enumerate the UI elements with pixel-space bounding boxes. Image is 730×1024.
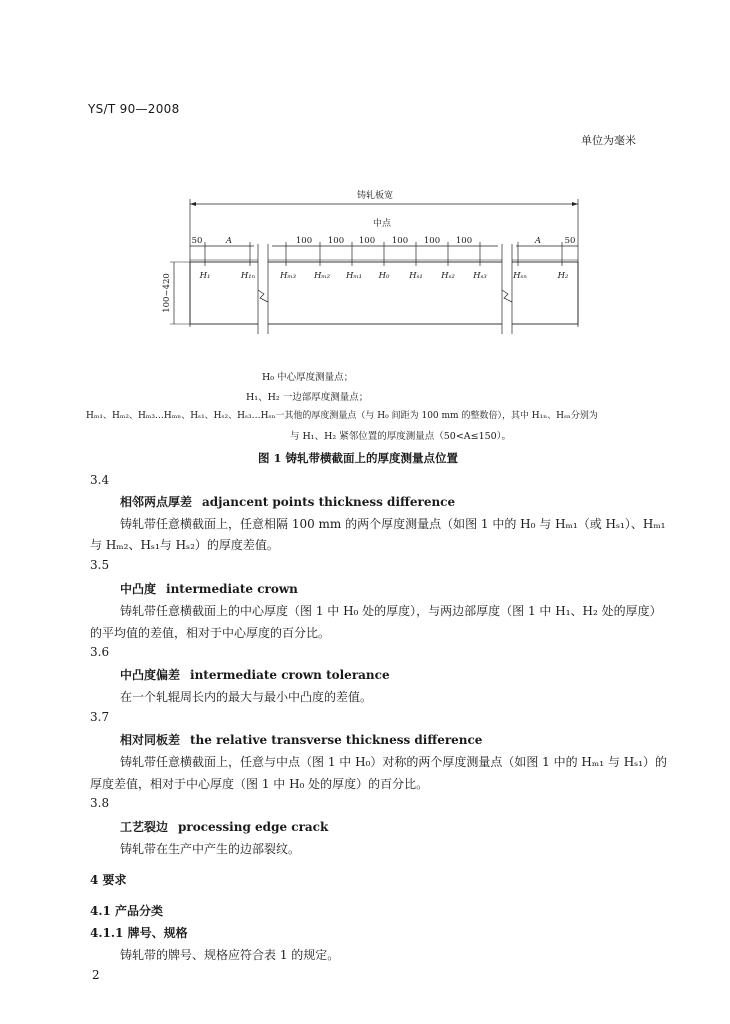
dim-100: 100 <box>295 236 313 246</box>
term-cn: 中凸度偏差 <box>120 668 181 682</box>
term-heading <box>120 493 455 510</box>
definition-text: 与 Hₘ₂、Hₛ₁与 Hₛ₂）的厚度差值。 <box>90 538 279 552</box>
definition-text: 铸轧带在生产中产生的边部裂纹。 <box>120 842 301 856</box>
subsubsection-heading: 4.1.1 牌号、规格 <box>90 926 188 940</box>
term-en: intermediate crown <box>166 582 298 596</box>
subsection-heading: 4.1 产品分类 <box>90 904 164 918</box>
section-heading: 4 要求 <box>90 873 127 887</box>
definition-text: 铸轧带任意横截面上，任意与中点（图 1 中 H₀）对称的两个厚度测量点（如图 1 中的 Hₘ₁ 与 Hₛ₁）的 <box>120 755 668 769</box>
clause-number: 3.7 <box>90 710 110 724</box>
definition-text: 在一个轧辊周长内的最大与最小中凸度的差值。 <box>120 690 373 704</box>
dim-50-right: 50 <box>564 236 576 246</box>
break-gap-left <box>258 244 268 334</box>
dim-100: 100 <box>423 236 441 246</box>
arrow-left <box>190 202 196 206</box>
term-en: processing edge crack <box>178 820 329 834</box>
point-label: H₁ <box>199 271 211 281</box>
clause-number: 3.6 <box>90 645 110 659</box>
point-label: Hₘ₁ <box>345 271 363 281</box>
document-id: YS/T 90—2008 <box>88 102 180 116</box>
term-cn: 工艺裂边 <box>120 820 169 834</box>
dim-a-left: A <box>225 236 233 246</box>
term-heading <box>120 818 328 835</box>
point-label: Hₛ₂ <box>441 271 455 281</box>
term-en: intermediate crown tolerance <box>190 668 390 682</box>
clause-number: 3.5 <box>90 558 110 572</box>
figure-caption: 图 1 铸轧带横截面上的厚度测量点位置 <box>258 451 459 465</box>
clause-number: 3.8 <box>90 796 110 810</box>
term-heading <box>120 731 482 748</box>
break-gap-right <box>502 244 512 334</box>
point-label: Hₛ₁ <box>409 271 423 281</box>
legend-line: Hₘ₁、Hₘ₂、Hₘ₃…Hₘₙ、Hₛ₁、Hₛ₂、Hₛ₃…Hₛₙ一其他的厚度测量点（与 H₀ 间距为 100 mm 的整数倍），其中 H₁ₙ、Hₛₙ分别为 <box>86 411 598 421</box>
point-label: Hₛₙ <box>513 271 527 281</box>
point-label: H₁ₙ <box>240 271 256 281</box>
term-cn: 中凸度 <box>120 582 157 596</box>
term-heading <box>120 580 298 597</box>
height-label: 100~420 <box>162 273 172 313</box>
dim-50-left: 50 <box>191 236 203 246</box>
legend-line: H₀ 中心厚度测量点； <box>262 372 354 383</box>
unit-note: 单位为毫米 <box>581 134 636 147</box>
point-label: H₂ <box>557 271 569 281</box>
arrow-right <box>572 202 578 206</box>
point-label: Hₘ₃ <box>279 271 297 281</box>
term-heading <box>120 666 390 683</box>
point-label: H₀ <box>378 271 390 281</box>
definition-text: 铸轧带任意横截面上，任意相隔 100 mm 的两个厚度测量点（如图 1 中的 H₀ 与 Hₘ₁（或 Hₛ₁）、Hₘ₁ <box>120 517 666 531</box>
point-label: Hₛ₃ <box>473 271 487 281</box>
term-cn: 相邻两点厚差 <box>120 495 193 509</box>
definition-text: 铸轧带任意横截面上的中心厚度（图 1 中 H₀ 处的厚度），与两边部厚度（图 1 中 H₁、H₂ 处的厚度） <box>120 604 662 618</box>
legend-line: H₁、H₂ 一边部厚度测量点； <box>246 392 369 403</box>
dim-a-right: A <box>534 236 542 246</box>
page-number: 2 <box>92 968 100 982</box>
clause-number: 3.4 <box>90 473 110 487</box>
point-label: Hₘ₂ <box>313 271 331 281</box>
term-en: the relative transverse thickness difference <box>190 733 483 747</box>
term-en: adjancent points thickness difference <box>202 495 456 509</box>
term-cn: 相对同板差 <box>120 733 181 747</box>
dim-100: 100 <box>391 236 409 246</box>
definition-text: 的平均值的差值，相对于中心厚度的百分比。 <box>90 626 331 640</box>
requirement-text: 铸轧带的牌号、规格应符合表 1 的规定。 <box>120 948 340 962</box>
dim-100: 100 <box>455 236 473 246</box>
legend-line: 与 H₁、H₂ 紧邻位置的厚度测量点（50<A≤150）。 <box>290 431 511 442</box>
width-label: 铸轧板宽 <box>356 191 394 201</box>
center-label: 中点 <box>372 219 392 229</box>
definition-text: 厚度差值，相对于中心厚度（图 1 中 H₀ 处的厚度）的百分比。 <box>90 777 429 791</box>
dim-100: 100 <box>327 236 345 246</box>
dim-100: 100 <box>358 236 376 246</box>
